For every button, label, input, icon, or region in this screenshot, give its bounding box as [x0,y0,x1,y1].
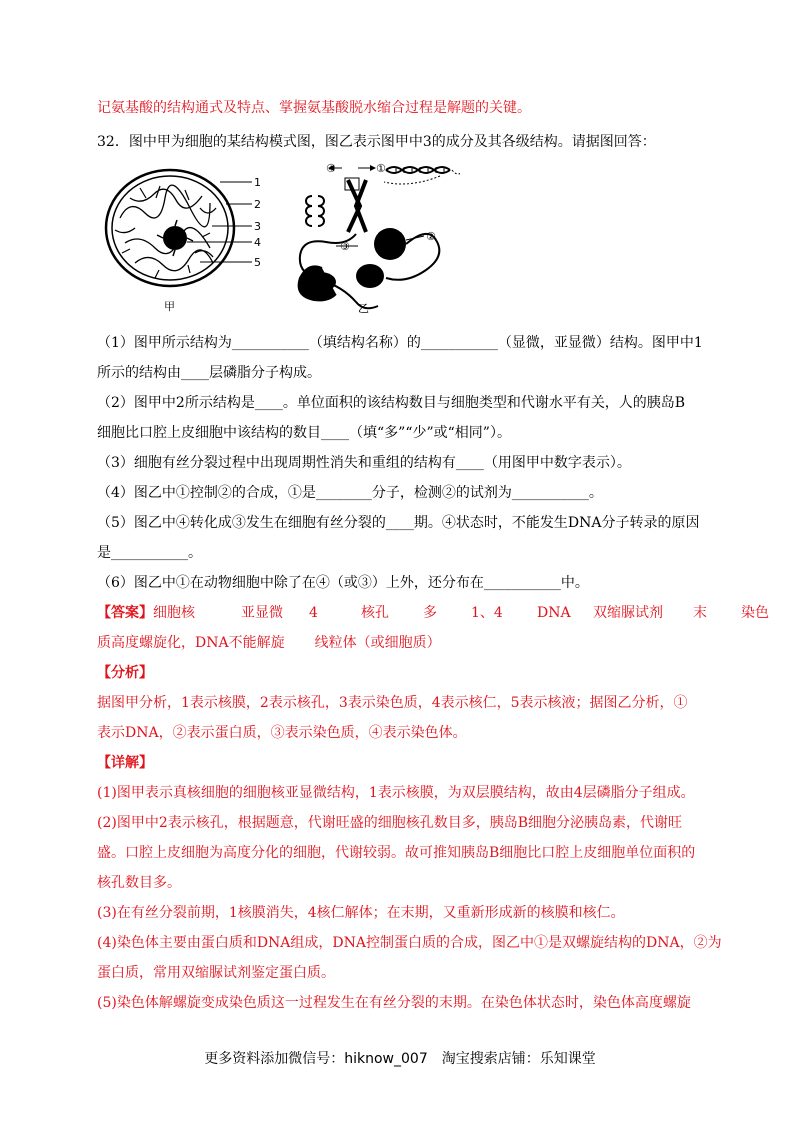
intro-line: 记氨基酸的结构通式及特点、掌握氨基酸脱水缩合过程是解题的关键。 [97,100,531,116]
yi-marker-4: ④ [326,162,336,175]
answer-item: 1、4 [471,605,503,621]
detail-line: (2)图甲中2表示核孔，根据题意，代谢旺盛的细胞核孔数目多，胰岛B细胞分泌胰岛素，代谢旺 [97,815,683,831]
jia-number-3: 3 [254,220,261,233]
detail-line: 盛。口腔上皮细胞为高度分化的细胞，代谢较弱。故可推知胰岛B细胞比口腔上皮细胞单位面积的 [97,845,696,861]
jia-label: 甲 [164,300,175,313]
q6-line: （6）图乙中①在动物细胞中除了在④（或③）上外，还分布在___________中。 [97,575,589,591]
answer-line-2b: 线粒体（或细胞质） [314,635,441,651]
cell-nucleus-figure [100,158,460,318]
analysis-label: 【分析】 [97,665,153,681]
analysis-line-1: 据图甲分析，1表示核膜，2表示核孔，3表示染色质，4表示核仁，5表示核液；据图乙分析，① [97,695,688,711]
answer-item: DNA [537,605,571,621]
answer-item: 细胞核 [153,605,195,621]
answer-line-2 [97,633,441,653]
figure-svg [100,158,460,318]
answer-item: 核孔 [361,605,389,621]
jia-number-1: 1 [254,176,261,189]
yi-marker-1: ① [376,162,386,175]
answer-label: 【答案】 [97,605,153,621]
q2-line-a: （2）图甲中2所示结构是____。单位面积的该结构数目与细胞类型和代谢水平有关，人的胰岛B [97,395,686,411]
q1-line-b: 所示的结构由____层磷脂分子构成。 [97,365,321,381]
detail-line: 核孔数目多。 [97,875,181,891]
question-stem: 32．图中甲为细胞的某结构模式图，图乙表示图甲中3的成分及其各级结构。请据图回答： [97,134,656,150]
answer-line-2a: 质高度螺旋化，DNA不能解旋 [97,635,285,651]
figure-yi [299,162,460,315]
answer-item: 多 [423,605,437,621]
detail-line: (1)图甲表示真核细胞的细胞核亚显微结构，1表示核膜，为双层膜结构，故由4层磷脂分子组成。 [97,785,695,801]
detail-line: (4)染色体主要由蛋白质和DNA组成，DNA控制蛋白质的合成，图乙中①是双螺旋结构的DNA，②为 [97,935,722,951]
q3-line: （3）细胞有丝分裂过程中出现周期性消失和重组的结构有____（用图甲中数字表示）。 [97,455,631,471]
q5-line-b: 是___________。 [97,545,202,561]
detail-line: 蛋白质，常用双缩脲试剂鉴定蛋白质。 [97,965,335,981]
q2-line-b: 细胞比口腔上皮细胞中该结构的数目____（填“多”“少”或“相同”）。 [97,425,511,441]
jia-number-5: 5 [254,256,261,269]
detail-label: 【详解】 [97,755,153,771]
detail-line: (5)染色体解螺旋变成染色质这一过程发生在有丝分裂的末期。在染色体状态时，染色体高度螺旋 [97,995,691,1011]
page-footer: 更多资料添加微信号：hiknow_007 淘宝搜索店铺：乐知课堂 [204,1051,596,1067]
answer-item: 末 [693,605,707,621]
jia-number-4: 4 [254,236,261,249]
figure-jia [106,170,261,313]
answer-item: 双缩脲试剂 [593,605,663,621]
answer-item: 亚显微 [241,605,283,621]
answer-line-1 [97,603,769,623]
detail-line: (3)在有丝分裂前期，1核膜消失，4核仁解体；在末期，又重新形成新的核膜和核仁。 [97,905,625,921]
q1-line-a: （1）图甲所示结构为___________（填结构名称）的___________（显微，亚显微）结构。图甲中1 [97,335,703,351]
yi-label: 乙 [358,302,369,315]
analysis-line-2: 表示DNA，②表示蛋白质，③表示染色质，④表示染色体。 [97,725,467,741]
yi-marker-2: ② [426,230,436,243]
answer-item: 染色 [741,605,769,621]
answer-item: 4 [309,605,318,621]
q4-line: （4）图乙中①控制②的合成，①是________分子，检测②的试剂为___________。 [97,485,603,501]
q5-line-a: （5）图乙中④转化成③发生在细胞有丝分裂的____期。④状态时，不能发生DNA分子转录的原因 [97,515,700,531]
jia-number-2: 2 [254,198,261,211]
yi-marker-3: ③ [340,240,350,253]
